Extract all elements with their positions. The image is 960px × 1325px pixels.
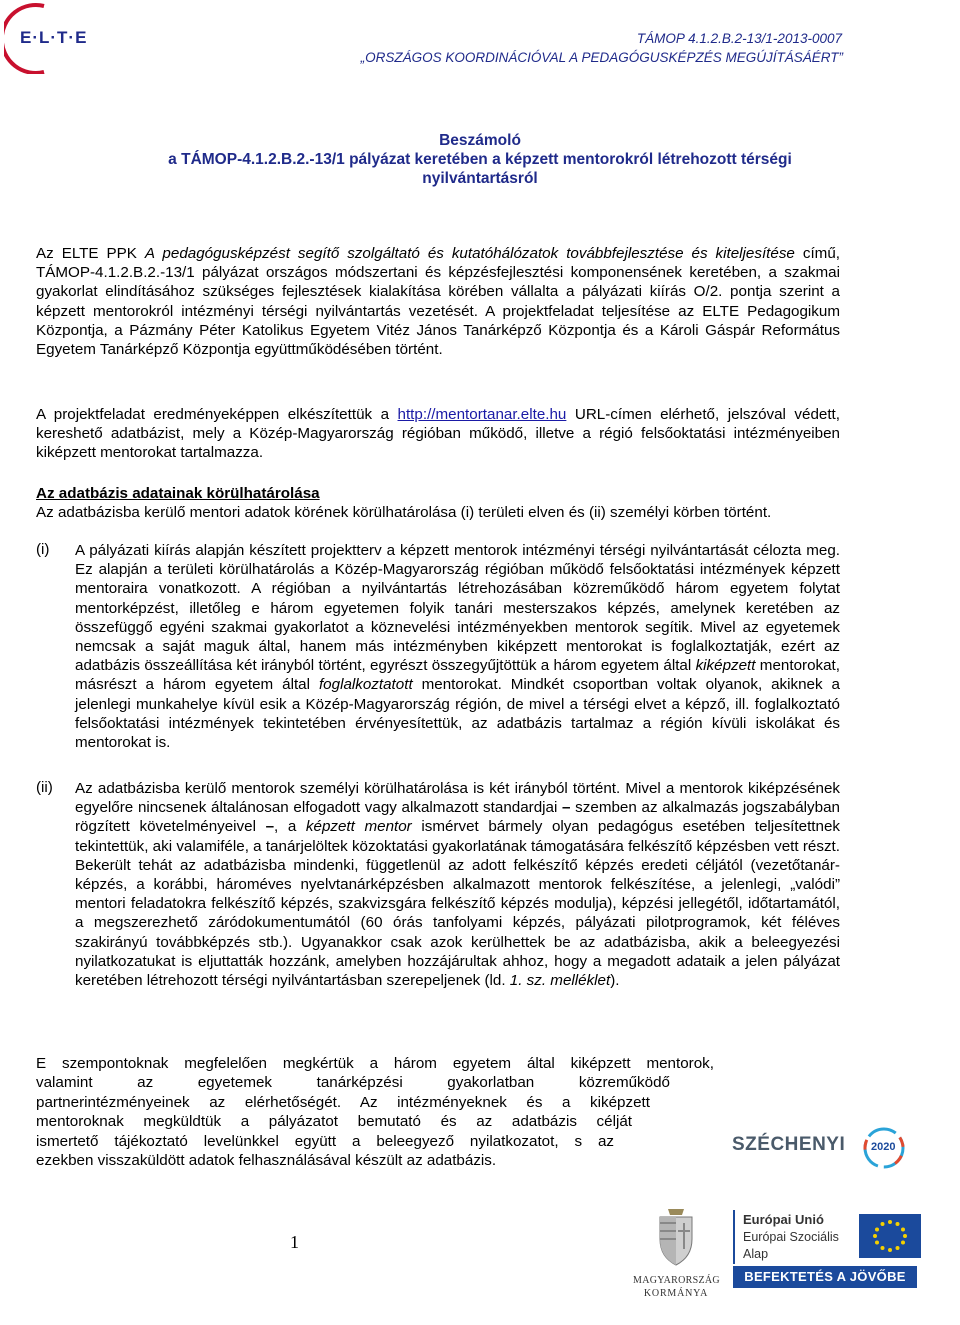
closing-line: E szempontoknak megfelelően megkértük a három egyetem által kiképzett mentorok, [36, 1055, 714, 1072]
item-i-text-2: mentorokat, másrészt a három egyetem által [75, 657, 840, 694]
result-paragraph [36, 405, 840, 463]
intro-paragraph [36, 244, 840, 359]
szechenyi-text: SZÉCHENYI [732, 1134, 846, 1155]
database-link[interactable]: http://mentortanar.elte.hu [397, 406, 567, 423]
item-i-text-3: mentorokat. Mindkét csoportban voltak olyanok, akiknek a jelenlegi munkahelye kívül esik a Közép-Magyarország régión, de mivel a térségi elvet a képző, ill. foglalkoztató felsőoktatási intézmények tekintetében érvényesítettük, az adatbázis tartalmaz a régión kívüli iskolákat és mentorokat is. [75, 676, 840, 752]
item-ii-body [75, 779, 840, 990]
item-ii-text-4: ismérvet bármely olyan pedagógus esetében teljesítettnek tekintettük, aki valamiféle, a tanárjelöltek közoktatási gyakorlatának támogatására felkészítő képzésben vett részt. Bekerült tehát az adatbázisba mindenki, függetlenül az adott felkészítő képzés eredeti céljától (vezetőtanár-képzés, a korábbi, hároméves nyelvtanárképzésben alkalmazott mentorok felkészítése, a jelenlegi, „valódi” mentori feladatokra felkészítő képzés, szakvizsgára felkészítő képzés modulja), képzési jellegétől, időtartamától, a megszerezhető záródokumentumától (60 órás tanfolyami képzés, pályázati pilotprogramok, két féléves szakirányú továbbképzés stb.). Ugyanakkor csak azok kerülhettek be az adatbázisba, akik a beleegyezési nyilatkozatukat is eljuttatták hozzánk, amelyben hozzájárultak ahhoz, hogy a megadott adataik a jelen pályázat keretében létrehozott térségi nyilvántartásban szerepeljenek (ld. [75, 818, 840, 990]
item-ii-italic-1: képzett mentor [305, 818, 412, 836]
closing-line: valamint az egyetemek tanárképzési gyakorlatban közreműködő [36, 1074, 670, 1092]
item-i-text-1: A pályázati kiírás alapján készített projektterv a képzett mentorok intézményi térségi nyilvántartását célozta meg. Ez alapján a területi körülhatárolás a Közép-Magyarország régióban működő felsőoktatási intézmények képzett mentoraira vonatkozott. A régióban a nyilvántartás létrehozásában közreműködő három egyetem folytat mentorképzést, illetőleg e három egyetemen folyik tanári mesterszakos képzés, amelynek keretében az összefüggő egyéni szakmai gyakorlatot a köznevelési intézményekben mentorok segítik. Mivel az egyetemek nemcsak a saját maguk által, hanem más intézményben kiképzett mentorokat is foglalkoztatják, ezért az adatbázis összeállítása két irányból történt, egyrészt összegyűjtöttük a három egyetem által [75, 542, 840, 675]
item-ii-text-5: ). [610, 972, 620, 990]
item-ii-italic-2: 1. sz. melléklet [509, 972, 611, 990]
page-number: 1 [290, 1232, 299, 1252]
eu-logo [733, 1208, 923, 1293]
item-i-label: (i) [36, 541, 50, 558]
result-text-1: A projektfeladat eredményeképpen elkészítettük a [36, 406, 398, 423]
item-ii-dash-2: – [265, 818, 275, 836]
item-ii-text-1: Az adatbázisba kerülő mentorok személyi körülhatárolása is két irányból történt. Mivel a mentorok kiképzésének egyelőre nincsenek általánosan elfogadott vagy alkalmazott standardjai [75, 780, 840, 817]
eu-flag-icon [859, 1214, 921, 1258]
project-code: TÁMOP 4.1.2.B.2-13/1-2013-0007 [636, 31, 842, 46]
report-subtitle-line2: nyilvántartásról [422, 170, 538, 187]
intro-text-1: Az ELTE PPK [36, 245, 145, 262]
item-ii-text-2: szemben az alkalmazás jogszabályban rögzített követelményeivel [75, 799, 840, 836]
eu-line2: Európai Szociális [743, 1230, 839, 1244]
report-title: Beszámoló [439, 132, 521, 149]
closing-line: ismertető tájékoztató levelünkkel együtt a beleegyező nyilatkozatot, s az [36, 1132, 614, 1150]
eu-line3: Alap [743, 1247, 769, 1261]
item-i-italic-2: foglalkoztatott [318, 676, 413, 694]
project-name: „ORSZÁGOS KOORDINÁCIÓVAL A PEDAGÓGUSKÉPZÉS MEGÚJÍTÁSÁÉRT” [360, 50, 843, 65]
item-ii-text-3: , a [274, 818, 306, 836]
item-ii-dash-1: – [562, 799, 571, 817]
intro-project-title: A pedagógusképzést segítő szolgáltató és kutatóhálózatok továbbfejlesztése és kiteljesítése [144, 245, 795, 262]
elte-logo [4, 2, 96, 74]
eu-line1: Európai Unió [743, 1212, 824, 1227]
closing-line: mentoroknak megküldtük a pályázatot bemutató és az adatbázis célját [36, 1113, 632, 1131]
result-text-2: URL-címen elérhető, jelszóval védett, kereshető adatbázist, mely a Közép-Magyarország régióban működő, illetve a régió felsőoktatási intézményeiben kiképzett mentorokat tartalmazza. [36, 406, 840, 462]
elte-logo-text: E·L·T·E [20, 28, 88, 47]
intro-text-2: című, TÁMOP-4.1.2.B.2.-13/1 pályázat országos módszertani és képzésfejlesztési komponensének keretében, a szakmai gyakorlat elindításához szükséges fejlesztések kialakítása körében vállalta a pályázati kiírás O/2. pontja szerint a képzett mentorokról intézményi térségi nyilvántartás vezetését. A projektfeladat teljesítése az ELTE Pedagogikum Központja, a Pázmány Péter Katolikus Egyetem Vitéz János Tanárképző Központja és a Károli Gáspár Református Egyetem Tanárképző Központja együttműködésében történt. [36, 245, 840, 359]
government-line2: KORMÁNYA [643, 1288, 709, 1299]
item-i-body [75, 541, 840, 752]
eu-divider [733, 1210, 735, 1264]
report-subtitle-line1: a TÁMOP-4.1.2.B.2.-13/1 pályázat keretében a képzett mentorokról létrehozott térségi [168, 151, 792, 168]
item-ii-label: (ii) [36, 779, 53, 796]
closing-line: partnerintézményeinek az elérhetőségét. Az intézményeknek és a kiképzett [36, 1093, 650, 1111]
eu-banner [733, 1266, 917, 1288]
szechenyi-year: 2020 [871, 1141, 896, 1153]
coat-of-arms-icon [656, 1205, 696, 1269]
closing-line: ezekben visszaküldött adatok felhasználásával készült az adatbázis. [36, 1152, 497, 1170]
item-i-italic-1: kiképzett [695, 657, 756, 675]
government-line1: MAGYARORSZÁG [633, 1275, 720, 1286]
szechenyi-2020-logo [732, 1118, 910, 1180]
section-lead: Az adatbázisba kerülő mentori adatok körének körülhatárolása (i) területi elven és (ii) személyi körben történt. [36, 504, 772, 521]
section-heading: Az adatbázis adatainak körülhatárolása [36, 485, 320, 502]
hungarian-government-logo [633, 1205, 719, 1325]
eu-banner-text: BEFEKTETÉS A JÖVŐBE [744, 1269, 906, 1284]
closing-paragraph [36, 1054, 714, 1170]
